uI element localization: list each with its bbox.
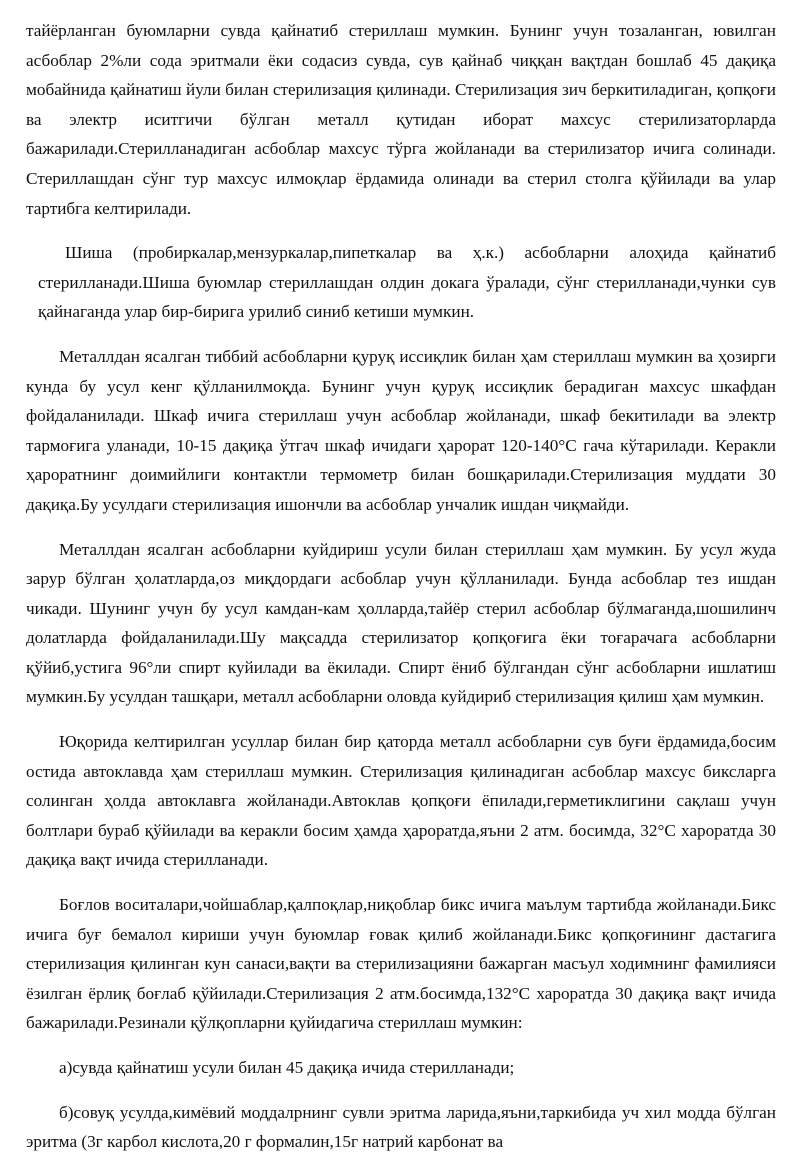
- list-item-b: б)совуқ усулда,кимёвий моддалрнинг сувли эритма ларида,яъни,таркибида уч хил модда бўлган эритма (3г карбол кислота,20 г формалин,15г натрий карбонат ва: [26, 1102, 776, 1152]
- paragraph-glassware: Шиша (пробиркалар,мензуркалар,пипеткалар ва ҳ.к.) асбобларни алоҳида қайнатиб стерилланади.Шиша буюмлар стериллашдан олдин докага ўралади, сўнг стерилланади,чунки сув қайнаганда улар бир-бирига урилиб синиб кетиши мумкин.: [38, 243, 776, 322]
- document-page: [26, 16, 776, 1172]
- paragraph-burning-method: Металлдан ясалган асбобларни куйдириш усули билан стериллаш ҳам мумкин. Бу усул жуда зарур бўлган ҳолатларда,оз миқдордаги асбоблар учун қўлланилади. Бунда асбоблар тез ишдан чикади. Шунинг учун бу усул камдан-кам ҳолларда,тайёр стерил асбоблар бўлмаганда,шошилинч долатларда фойдаланилади.Шу мақсадда стерилизатор қопқоғига ёки тоғарачага асбобларни қўйиб,устига 96°ли спирт куйилади ва ёкилади. Спирт ёниб бўлгандан сўнг асбобларни ишлатиш мумкин.Бу усулдан ташқари, металл асбобларни оловда куйдириб стерилизация қилиш ҳам мумкин.: [26, 539, 776, 707]
- paragraph-autoclave: Юқорида келтирилган усуллар билан бир қаторда металл асбобларни сув буғи ёрдамида,босим остида автоклавда ҳам стериллаш мумкин. Стерилизация қилинадиган асбоблар махсус биксларга солинган ҳолда автоклавга жойланади.Автоклав қопқоғи ёпилади,герметиклигини сақлаш учун болтлари бураб қўйилади ва керакли босим ҳамда ҳароратда,яъни 2 атм. босимда, 32°С хароратда 30 дақиқа вақт ичида стерилланади.: [26, 732, 776, 870]
- paragraph-dressings-bix: Боғлов воситалари,чойшаблар,қалпоқлар,ниқоблар бикс ичига маълум тартибда жойланади.Бикс ичига буғ бемалол кириши учун буюмлар ғовак қилиб жойланади.Бикс қопқоғининг дастагига стерилизация қилинган кун санаси,вақти ва стерилизацияни бажарган масъул ходимнинг фамилияси ёзилган ёрлиқ боғлаб қўйилади.Стерилизация 2 атм.босимда,132°С хароратда 30 дақиқа вақт ичида бажарилади.Резинали қўлқопларни қуйидагича стериллаш мумкин:: [26, 895, 776, 1033]
- list-item-a: а)сувда қайнатиш усули билан 45 дақиқа ичида стерилланади;: [59, 1058, 515, 1077]
- paragraph-boiling-sterilization: тайёрланган буюмларни сувда қайнатиб стериллаш мумкин. Бунинг учун тозаланган, ювилган асбоблар 2%ли сода эритмали ёки содасиз сувда, сув қайнаб чиққан вақтдан бошлаб 45 дақиқа мобайнида қайнатиш йули билан стерилизация қилинади. Стерилизация зич беркитиладиган, қопқоғи ва электр иситгичи бўлган металл қутидан иборат махсус стерилизаторларда бажарилади.Стерилланадиган асбоблар махсус тўрга жойланади ва стерилизатор ичига солинади. Стериллашдан сўнг тур махсус илмоқлар ёрдамида олинади ва стерил столга қўйилади ва улар тартибга келтирилади.: [26, 21, 776, 218]
- paragraph-dry-heat: Металлдан ясалган тиббий асбобларни қуруқ иссиқлик билан ҳам стериллаш мумкин ва ҳозирги кунда бу усул кенг қўлланилмоқда. Бунинг учун қуруқ иссиқлик берадиган махсус шкафдан фойдаланилади. Шкаф ичига стериллаш учун асбоблар жойланади, шкаф бекитилади ва электр тармоғига уланади, 10-15 дақиқа ўтгач шкаф ичидаги ҳарорат 120-140°С гача кўтарилади. Керакли ҳароратнинг доимийлиги контактли термометр билан бошқарилади.Стерилизация муддати 30 дақиқа.Бу усулдаги стерилизация ишончли ва асбоблар унчалик ишдан чиқмайди.: [26, 346, 776, 514]
